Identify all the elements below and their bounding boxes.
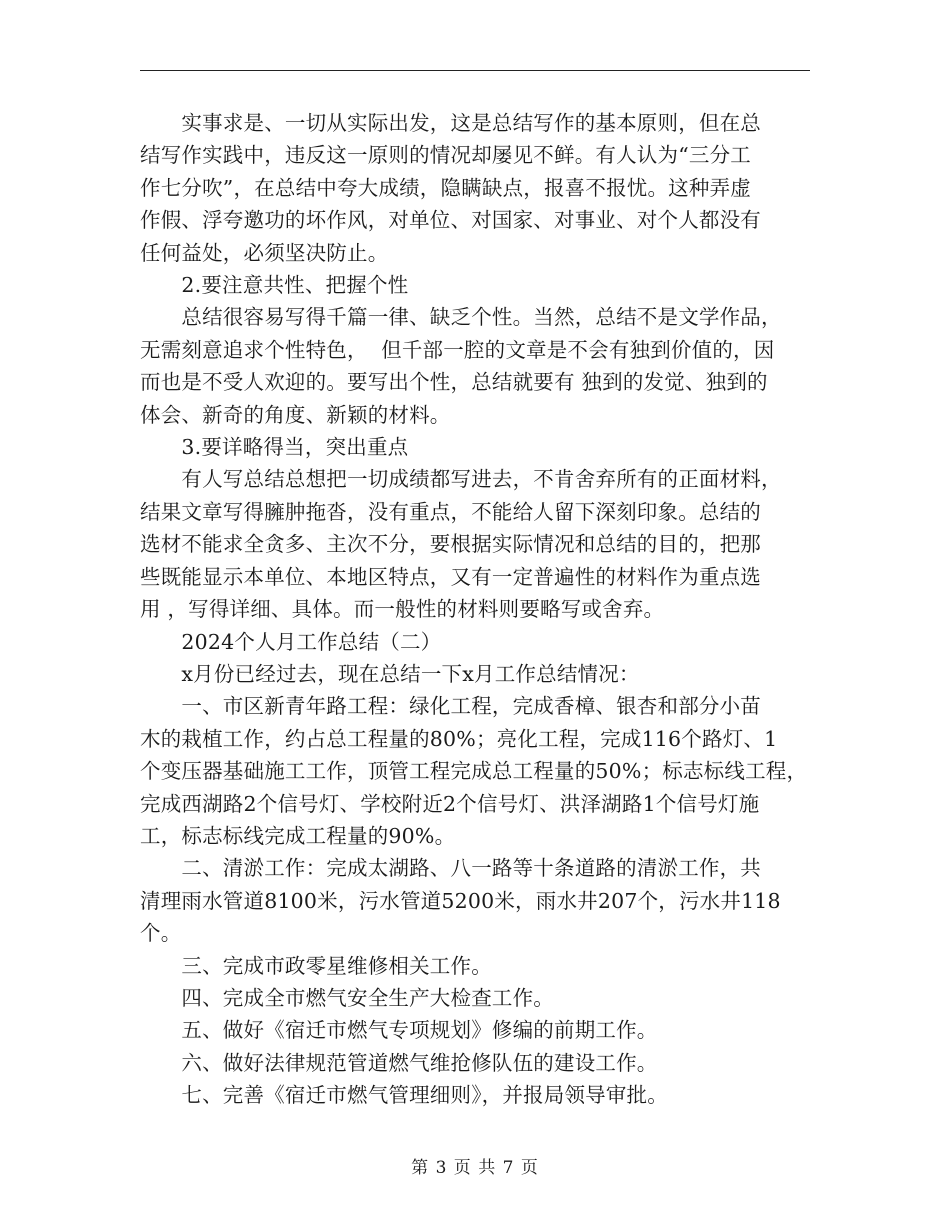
text-line: 三、完成市政零星维修相关工作。 bbox=[140, 953, 492, 978]
text-line: 些既能显示本单位、本地区特点，又有一定普遍性的材料作为重点选 bbox=[140, 564, 761, 589]
text-line: 而也是不受人欢迎的。要写出个性，总结就要有 独到的发觉、独到的 bbox=[140, 370, 768, 395]
text-line: 3.要详略得当，突出重点 bbox=[140, 435, 409, 460]
text-line: 个。 bbox=[140, 921, 182, 946]
text-line: 2.要注意共性、把握个性 bbox=[140, 273, 409, 298]
text-line: 2024个人月工作总结（二） bbox=[140, 629, 442, 654]
text-line: 完成西湖路2个信号灯、学校附近2个信号灯、洪泽湖路1个信号灯施 bbox=[140, 791, 760, 816]
paragraph-item-6 bbox=[140, 1047, 812, 1079]
text-line: 作七分吹”，在总结中夸大成绩，隐瞒缺点，报喜不报忧。这种弄虚 bbox=[140, 175, 751, 200]
paragraph-item-3 bbox=[140, 950, 812, 982]
header-rule bbox=[140, 70, 810, 71]
paragraph-intro bbox=[140, 658, 812, 690]
text-line: 七、完善《宿迁市燃气管理细则》，并报局领导审批。 bbox=[140, 1083, 668, 1108]
text-line: 实事求是、一切从实际出发，这是总结写作的基本原则，但在总 bbox=[140, 111, 761, 135]
paragraph-item-1 bbox=[140, 690, 812, 852]
paragraph-item-2 bbox=[140, 852, 812, 949]
text-line: 结果文章写得臃肿拖沓，没有重点，不能给人留下深刻印象。总结的 bbox=[140, 499, 761, 524]
heading-emphasis bbox=[140, 431, 812, 463]
text-line: 用 ，写得详细、具体。而一般性的材料则要略写或舍弃。 bbox=[140, 597, 665, 622]
text-line: 作假、浮夸邀功的坏作风，对单位、对国家、对事业、对个人都没有 bbox=[140, 208, 761, 233]
document-body bbox=[140, 107, 812, 1112]
page-number-footer: 第 3 页 共 7 页 bbox=[411, 1158, 539, 1178]
text-line: 体会、新奇的角度、新颖的材料。 bbox=[140, 402, 451, 427]
text-line: 任何益处，必须坚决防止。 bbox=[140, 240, 389, 265]
text-line: x月份已经过去，现在总结一下x月工作总结情况： bbox=[140, 661, 640, 686]
paragraph-emphasis bbox=[140, 463, 812, 625]
section-title bbox=[140, 626, 812, 658]
text-line: 选材不能求全贪多、主次不分，要根据实际情况和总结的目的，把那 bbox=[140, 532, 761, 557]
text-line: 工，标志标线完成工程量的90%。 bbox=[140, 823, 456, 848]
text-line: 无需刻意追求个性特色， 但千部一腔的文章是不会有独到价值的，因 bbox=[140, 337, 775, 362]
heading-personality bbox=[140, 269, 812, 301]
text-line: 二、清淤工作：完成太湖路、八一路等十条道路的清淤工作，共 bbox=[140, 856, 761, 881]
text-line: 有人写总结总想把一切成绩都写进去，不肯舍弃所有的正面材料， bbox=[140, 467, 782, 492]
paragraph-item-4 bbox=[140, 982, 812, 1014]
text-line: 六、做好法律规范管道燃气维抢修队伍的建设工作。 bbox=[140, 1050, 658, 1075]
text-line: 清理雨水管道8100米，污水管道5200米，雨水井207个，污水井118 bbox=[140, 888, 781, 913]
text-line: 结写作实践中，违反这一原则的情况却屡见不鲜。有人认为“三分工 bbox=[140, 143, 751, 168]
text-line: 一、市区新青年路工程：绿化工程，完成香樟、银杏和部分小苗 bbox=[140, 694, 761, 719]
text-line: 四、完成全市燃气安全生产大检查工作。 bbox=[140, 985, 554, 1010]
paragraph-personality bbox=[140, 301, 812, 431]
text-line: 个变压器基础施工工作，顶管工程完成总工程量的50%；标志标线工程， bbox=[140, 759, 808, 784]
paragraph-item-5 bbox=[140, 1014, 812, 1046]
text-line: 五、做好《宿迁市燃气专项规划》修编的前期工作。 bbox=[140, 1018, 658, 1043]
text-line: 总结很容易写得千篇一律、缺乏个性。当然，总结不是文学作品， bbox=[140, 305, 782, 330]
text-line: 木的栽植工作，约占总工程量的80%；亮化工程，完成116个路灯、1 bbox=[140, 726, 778, 751]
paragraph-item-7 bbox=[140, 1079, 812, 1111]
paragraph-principle bbox=[140, 107, 812, 269]
